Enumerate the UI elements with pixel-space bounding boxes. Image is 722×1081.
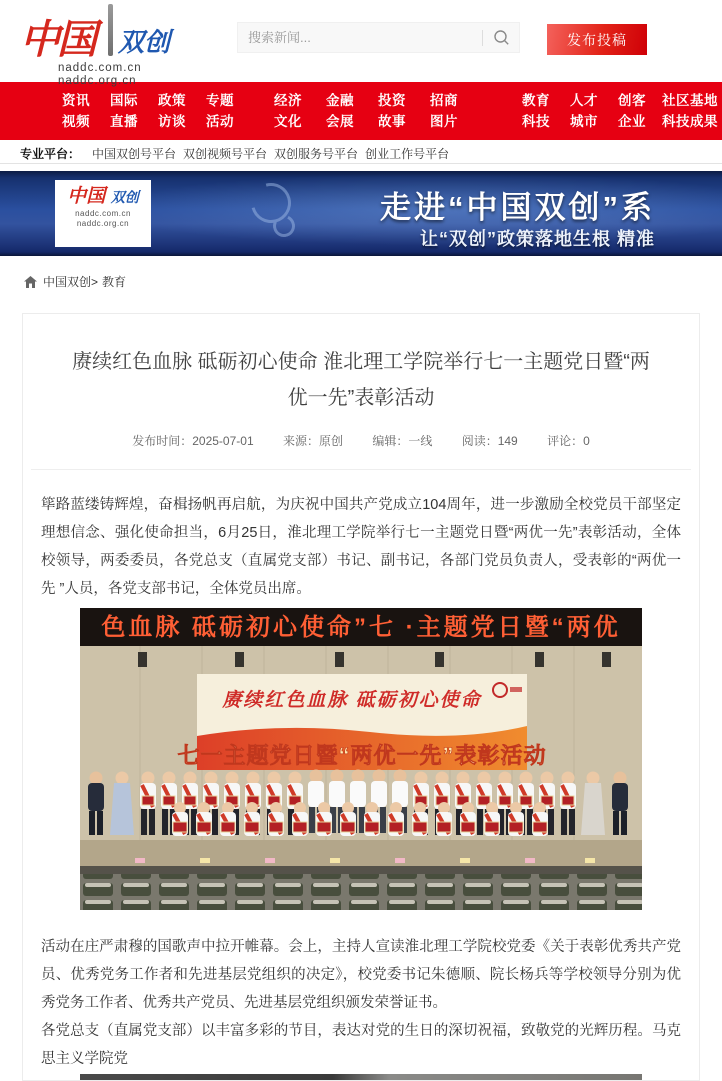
- site-header: [0, 0, 722, 87]
- article-card: [22, 313, 700, 1081]
- nav-item-zhengce[interactable]: 政策: [158, 93, 186, 108]
- nav-item-wenhua[interactable]: 文化: [274, 114, 302, 129]
- svg-text:色血脉 砥砺初心使命”七 ·主题党日暨“两优: 色血脉 砥砺初心使命”七 ·主题党日暨“两优: [101, 614, 621, 641]
- svg-text:七一主题党日暨“两优一先”表彰活动: 七一主题党日暨“两优一先”表彰活动: [177, 743, 547, 768]
- platform-label: 专业平台：: [20, 147, 81, 161]
- ceremony-photo: [80, 608, 642, 920]
- nav-item-shequjidi[interactable]: 社区基地: [662, 93, 718, 108]
- meta-reads: 阅读：149: [461, 434, 518, 448]
- banner-logo-red: 中国: [67, 185, 106, 207]
- breadcrumb-site[interactable]: 中国双创>: [43, 275, 99, 289]
- article-title: 赓续红色血脉 砥砺初心使命 淮北理工学院举行七一主题党日暨“两优一先”表彰活动: [72, 351, 650, 409]
- nav-col-5: [274, 90, 302, 140]
- paragraph-2: 活动在庄严肃穆的国歌声中拉开帷幕。会上，主持人宣读淮北理工学院校党委《关于表彰优秀共产党员、优秀党务工作者和先进基层党组织的决定》，校党委书记朱德顺、院长杨兵等学校领导分别为优秀党务工作者、优秀共产党员、先进基层党组织颁发荣誉证书。: [41, 939, 681, 1011]
- banner-logo-blue: 双创: [110, 190, 139, 206]
- banner-subtitle: 让“双创”政策落地生根 精准: [420, 229, 655, 249]
- platform-link-4[interactable]: 创业工作号平台: [365, 147, 450, 161]
- search-input[interactable]: [238, 23, 482, 52]
- submit-article-button[interactable]: 发布投稿: [547, 24, 647, 55]
- nav-item-huizhan[interactable]: 会展: [326, 114, 354, 129]
- banner-logo-box: [55, 180, 151, 247]
- photo-audience-seats: [80, 874, 642, 910]
- nav-item-zhaoshang[interactable]: 招商: [430, 93, 458, 108]
- nav-item-zhuanti[interactable]: 专题: [206, 93, 234, 108]
- nav-col-9: [522, 90, 550, 140]
- svg-text:赓续红色血脉 砥砺初心使命: 赓续红色血脉 砥砺初心使命: [222, 690, 482, 711]
- platform-link-3[interactable]: 双创服务号平台: [274, 147, 359, 161]
- meta-editor: 编辑：一线: [372, 434, 433, 448]
- search-box: [237, 22, 520, 53]
- platform-bar: [0, 140, 722, 164]
- article-body: [41, 491, 681, 1080]
- banner-logo-domain-2: naddc.org.cn: [76, 219, 130, 228]
- banner-title: 走进“中国双创”系: [380, 190, 655, 225]
- meta-published: 发布时间：2025-07-01: [132, 434, 254, 448]
- photo-stage-screen: [177, 674, 546, 770]
- nav-col-12: [662, 90, 718, 140]
- nav-col-8: [430, 90, 458, 140]
- search-icon[interactable]: [483, 29, 519, 46]
- nav-item-guoji[interactable]: 国际: [110, 93, 138, 108]
- home-icon[interactable]: [24, 276, 37, 288]
- nav-item-keji[interactable]: 科技: [522, 114, 550, 129]
- nav-item-touzi[interactable]: 投资: [378, 93, 406, 108]
- nav-item-shipin[interactable]: 视频: [62, 114, 90, 129]
- nav-col-6: [326, 90, 354, 140]
- nav-item-jiaoyu[interactable]: 教育: [522, 93, 550, 108]
- next-photo-sliver: [80, 1074, 642, 1080]
- nav-item-chengshi[interactable]: 城市: [570, 114, 598, 129]
- nav-item-qiye[interactable]: 企业: [618, 114, 646, 129]
- nav-item-chuangke[interactable]: 创客: [618, 93, 646, 108]
- nav-item-jinrong[interactable]: 金融: [326, 93, 354, 108]
- nav-item-zixun[interactable]: 资讯: [62, 93, 90, 108]
- nav-col-2: [110, 90, 138, 140]
- nav-col-7: [378, 90, 406, 140]
- photo-led-banner: [80, 608, 642, 646]
- platform-link-1[interactable]: 中国双创号平台: [92, 147, 177, 161]
- meta-comments: 评论：0: [547, 434, 590, 448]
- nav-item-tupian[interactable]: 图片: [430, 114, 458, 129]
- paragraph-3: 各党总支（直属党支部）以丰富多彩的节目，表达对党的生日的深切祝福，致敬党的光辉历程。马克思主义学院党: [41, 1023, 681, 1067]
- promo-banner[interactable]: [0, 171, 722, 256]
- platform-link-2[interactable]: 双创视频号平台: [183, 147, 268, 161]
- nav-item-jingji[interactable]: 经济: [274, 93, 302, 108]
- nav-item-fangtan[interactable]: 访谈: [158, 114, 186, 129]
- nav-col-1: [62, 90, 90, 140]
- banner-logo-domain-1: naddc.com.cn: [75, 209, 131, 218]
- sword-icon: [108, 4, 113, 56]
- logo-text-blue: 双创: [118, 28, 171, 58]
- nav-col-11: [618, 90, 646, 140]
- main-nav: [0, 82, 722, 140]
- nav-item-huodong[interactable]: 活动: [206, 114, 234, 129]
- nav-col-4: [206, 90, 234, 140]
- nav-col-3: [158, 90, 186, 140]
- nav-item-kejichengguo[interactable]: 科技成果: [662, 114, 718, 129]
- article-meta: [23, 432, 699, 449]
- logo-domain-1: naddc.com.cn: [58, 62, 142, 74]
- nav-item-rencai[interactable]: 人才: [570, 93, 598, 108]
- logo-text-red: 中国: [20, 16, 94, 63]
- banner-swirl-decoration: [243, 181, 313, 247]
- title-divider: [31, 469, 691, 470]
- logo-domain-2: naddc.org.cn: [58, 75, 137, 87]
- breadcrumb-category[interactable]: 教育: [102, 275, 127, 289]
- nav-item-zhibo[interactable]: 直播: [110, 114, 138, 129]
- nav-item-gushi[interactable]: 故事: [378, 114, 406, 129]
- breadcrumb: [24, 273, 722, 290]
- paragraph-1: 筚路蓝缕铸辉煌，奋楫扬帆再启航，为庆祝中国共产党成立104周年，进一步激励全校党员干部坚定理想信念、强化使命担当，6月25日，淮北理工学院举行七一主题党日暨“两优一先”表彰活动，全体校领导，两委委员，各党总支（直属党支部）书记、副书记，各部门党员负责人，受表彰的“两优一先 ”人员，各党支部书记，全体党员出席。: [41, 497, 681, 597]
- meta-source: 来源：原创: [282, 434, 343, 448]
- site-logo[interactable]: [20, 2, 170, 88]
- nav-col-10: [570, 90, 598, 140]
